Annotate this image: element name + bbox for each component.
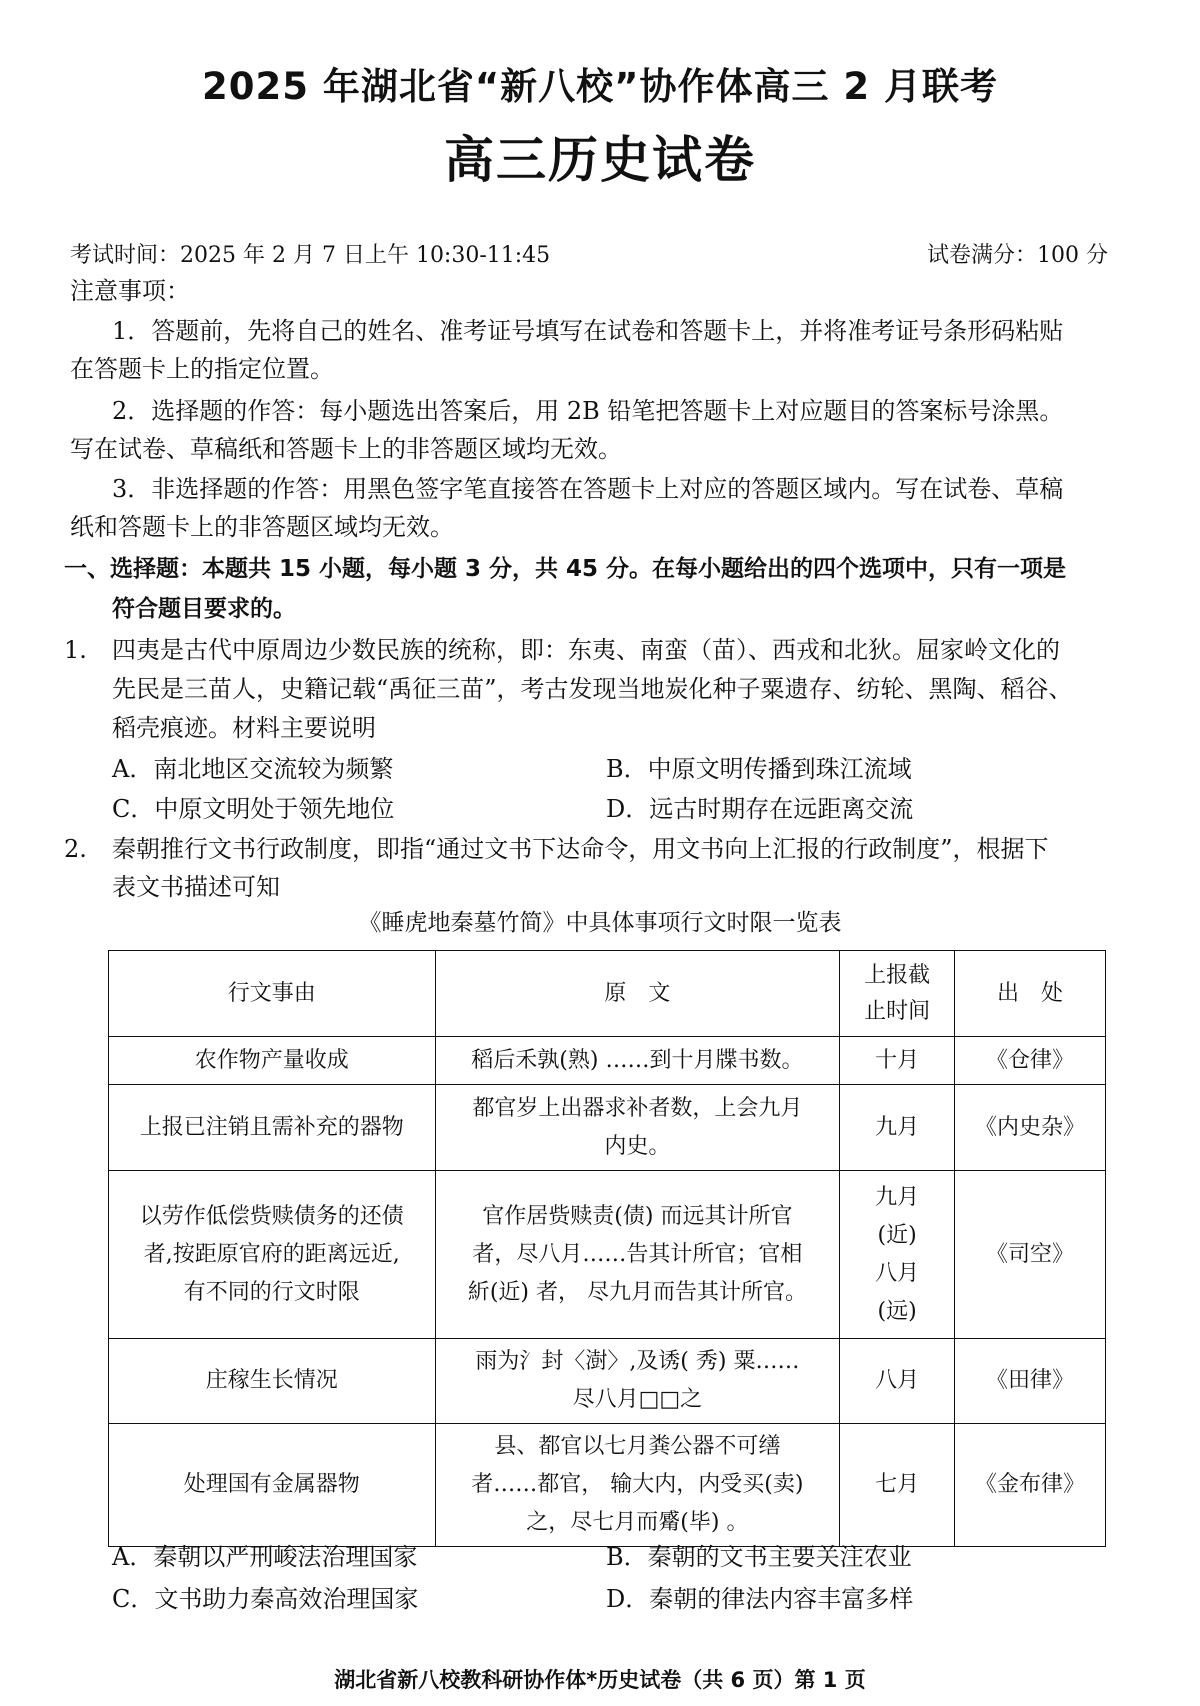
table-cell: 《司空》 (955, 1171, 1106, 1339)
note-1-line-2: 在答题卡上的指定位置。 (70, 355, 334, 383)
q2-option-c[interactable]: C．文书助力秦高效治理国家 (112, 1585, 419, 1613)
q2-option-b[interactable]: B．秦朝的文书主要关注农业 (606, 1543, 912, 1571)
table-cell: 《田律》 (955, 1339, 1106, 1424)
header-cell-original-text: 原 文 (435, 951, 840, 1037)
table-cell: 九月 (近) 八月 (远) (840, 1171, 955, 1339)
table-row (109, 1424, 1106, 1547)
table-cell: 县、都官以七月粪公器不可缮 者……都官， 输大内，内受买(卖) 之，尽七月而觱(毕) 。 (435, 1424, 840, 1547)
header-cell-source: 出 处 (955, 951, 1106, 1037)
q1-stem-line-3: 稻壳痕迹。材料主要说明 (112, 714, 376, 742)
table-cell: 官作居赀赎责(债) 而远其计所官 者，尽八月……告其计所官；官相 紤(近) 者， 尽九月而告其计所官。 (435, 1171, 840, 1339)
table-header-row (109, 951, 1106, 1037)
header-cell-deadline: 上报截 止时间 (840, 951, 955, 1037)
note-2-line-1: 2．选择题的作答：每小题选出答案后，用 2B 铅笔把答题卡上对应题目的答案标号涂黑。 (112, 397, 1064, 425)
notes-heading: 注意事项： (70, 277, 190, 305)
table-cell: 雨为氵封〈澍〉,及诱( 秀) 粟…… 尽八月□□之 (435, 1339, 840, 1424)
exam-title: 2025 年湖北省“新八校”协作体高三 2 月联考 (201, 65, 998, 108)
q2-number: 2. (64, 835, 87, 863)
q1-stem-line-1: 四夷是古代中原周边少数民族的统称，即：东夷、南蛮（苗）、西戎和北狄。屈家岭文化的 (112, 636, 1060, 664)
table-cell: 十月 (840, 1037, 955, 1085)
q2-option-d[interactable]: D．秦朝的律法内容丰富多样 (606, 1585, 914, 1613)
table-cell: 庄稼生长情况 (109, 1339, 436, 1424)
table-row (109, 1171, 1106, 1339)
q2-stem-line-1: 秦朝推行文书行政制度，即指“通过文书下达命令，用文书向上汇报的行政制度”，根据下 (112, 835, 1049, 863)
table-row (109, 1037, 1106, 1085)
q1-option-b[interactable]: B．中原文明传播到珠江流域 (606, 755, 912, 783)
q1-option-a[interactable]: A．南北地区交流较为频繁 (112, 755, 394, 783)
table-cell: 九月 (840, 1085, 955, 1171)
document-deadline-table (108, 950, 1106, 1547)
section-heading-line-2: 符合题目要求的。 (112, 596, 296, 622)
table-cell: 以劳作低偿赀赎债务的还债 者,按距原官府的距离远近, 有不同的行文时限 (109, 1171, 436, 1339)
table-cell: 都官岁上出器求补者数，上会九月 内史。 (435, 1085, 840, 1171)
note-1-line-1: 1．答题前，先将自己的姓名、准考证号填写在试卷和答题卡上，并将准考证号条形码粘贴 (112, 317, 1064, 345)
exam-subject-title: 高三历史试卷 (444, 131, 756, 189)
table-cell: 上报已注销且需补充的器物 (109, 1085, 436, 1171)
table-row (109, 1339, 1106, 1424)
q1-option-c[interactable]: C．中原文明处于领先地位 (112, 795, 395, 823)
note-2-line-2: 写在试卷、草稿纸和答题卡上的非答题区域均无效。 (70, 435, 622, 463)
table-cell: 《内史杂》 (955, 1085, 1106, 1171)
table-cell: 《金布律》 (955, 1424, 1106, 1547)
q2-stem-line-2: 表文书描述可知 (112, 873, 280, 901)
q1-stem-line-2: 先民是三苗人，史籍记载“禹征三苗”，考古发现当地炭化种子粟遗存、纺轮、黑陶、稻谷、 (112, 675, 1073, 703)
exam-time: 考试时间：2025 年 2 月 7 日上午 10:30-11:45 (70, 243, 551, 268)
table-cell: 处理国有金属器物 (109, 1424, 436, 1547)
q2-option-a[interactable]: A．秦朝以严刑峻法治理国家 (112, 1543, 418, 1571)
full-score: 试卷满分：100 分 (927, 243, 1108, 268)
page-footer: 湖北省新八校教科研协作体*历史试卷（共 6 页）第 1 页 (334, 1668, 866, 1692)
table-cell: 八月 (840, 1339, 955, 1424)
table-cell: 农作物产量收成 (109, 1037, 436, 1085)
section-heading-line-1: 一、选择题：本题共 15 小题，每小题 3 分，共 45 分。在每小题给出的四个选项中，只有一项是 (64, 556, 1067, 582)
table-row (109, 1085, 1106, 1171)
q1-number: 1. (64, 636, 87, 664)
table-cell: 七月 (840, 1424, 955, 1547)
q1-option-d[interactable]: D．远古时期存在远距离交流 (606, 795, 914, 823)
table-cell: 《仓律》 (955, 1037, 1106, 1085)
note-3-line-2: 纸和答题卡上的非答题区域均无效。 (70, 513, 454, 541)
table-cell: 稻后禾孰(熟) ……到十月牒书数。 (435, 1037, 840, 1085)
header-cell-reason: 行文事由 (109, 951, 436, 1037)
table-caption: 《睡虎地秦墓竹简》中具体事项行文时限一览表 (358, 910, 842, 936)
note-3-line-1: 3．非选择题的作答：用黑色签字笔直接答在答题卡上对应的答题区域内。写在试卷、草稿 (112, 475, 1064, 503)
